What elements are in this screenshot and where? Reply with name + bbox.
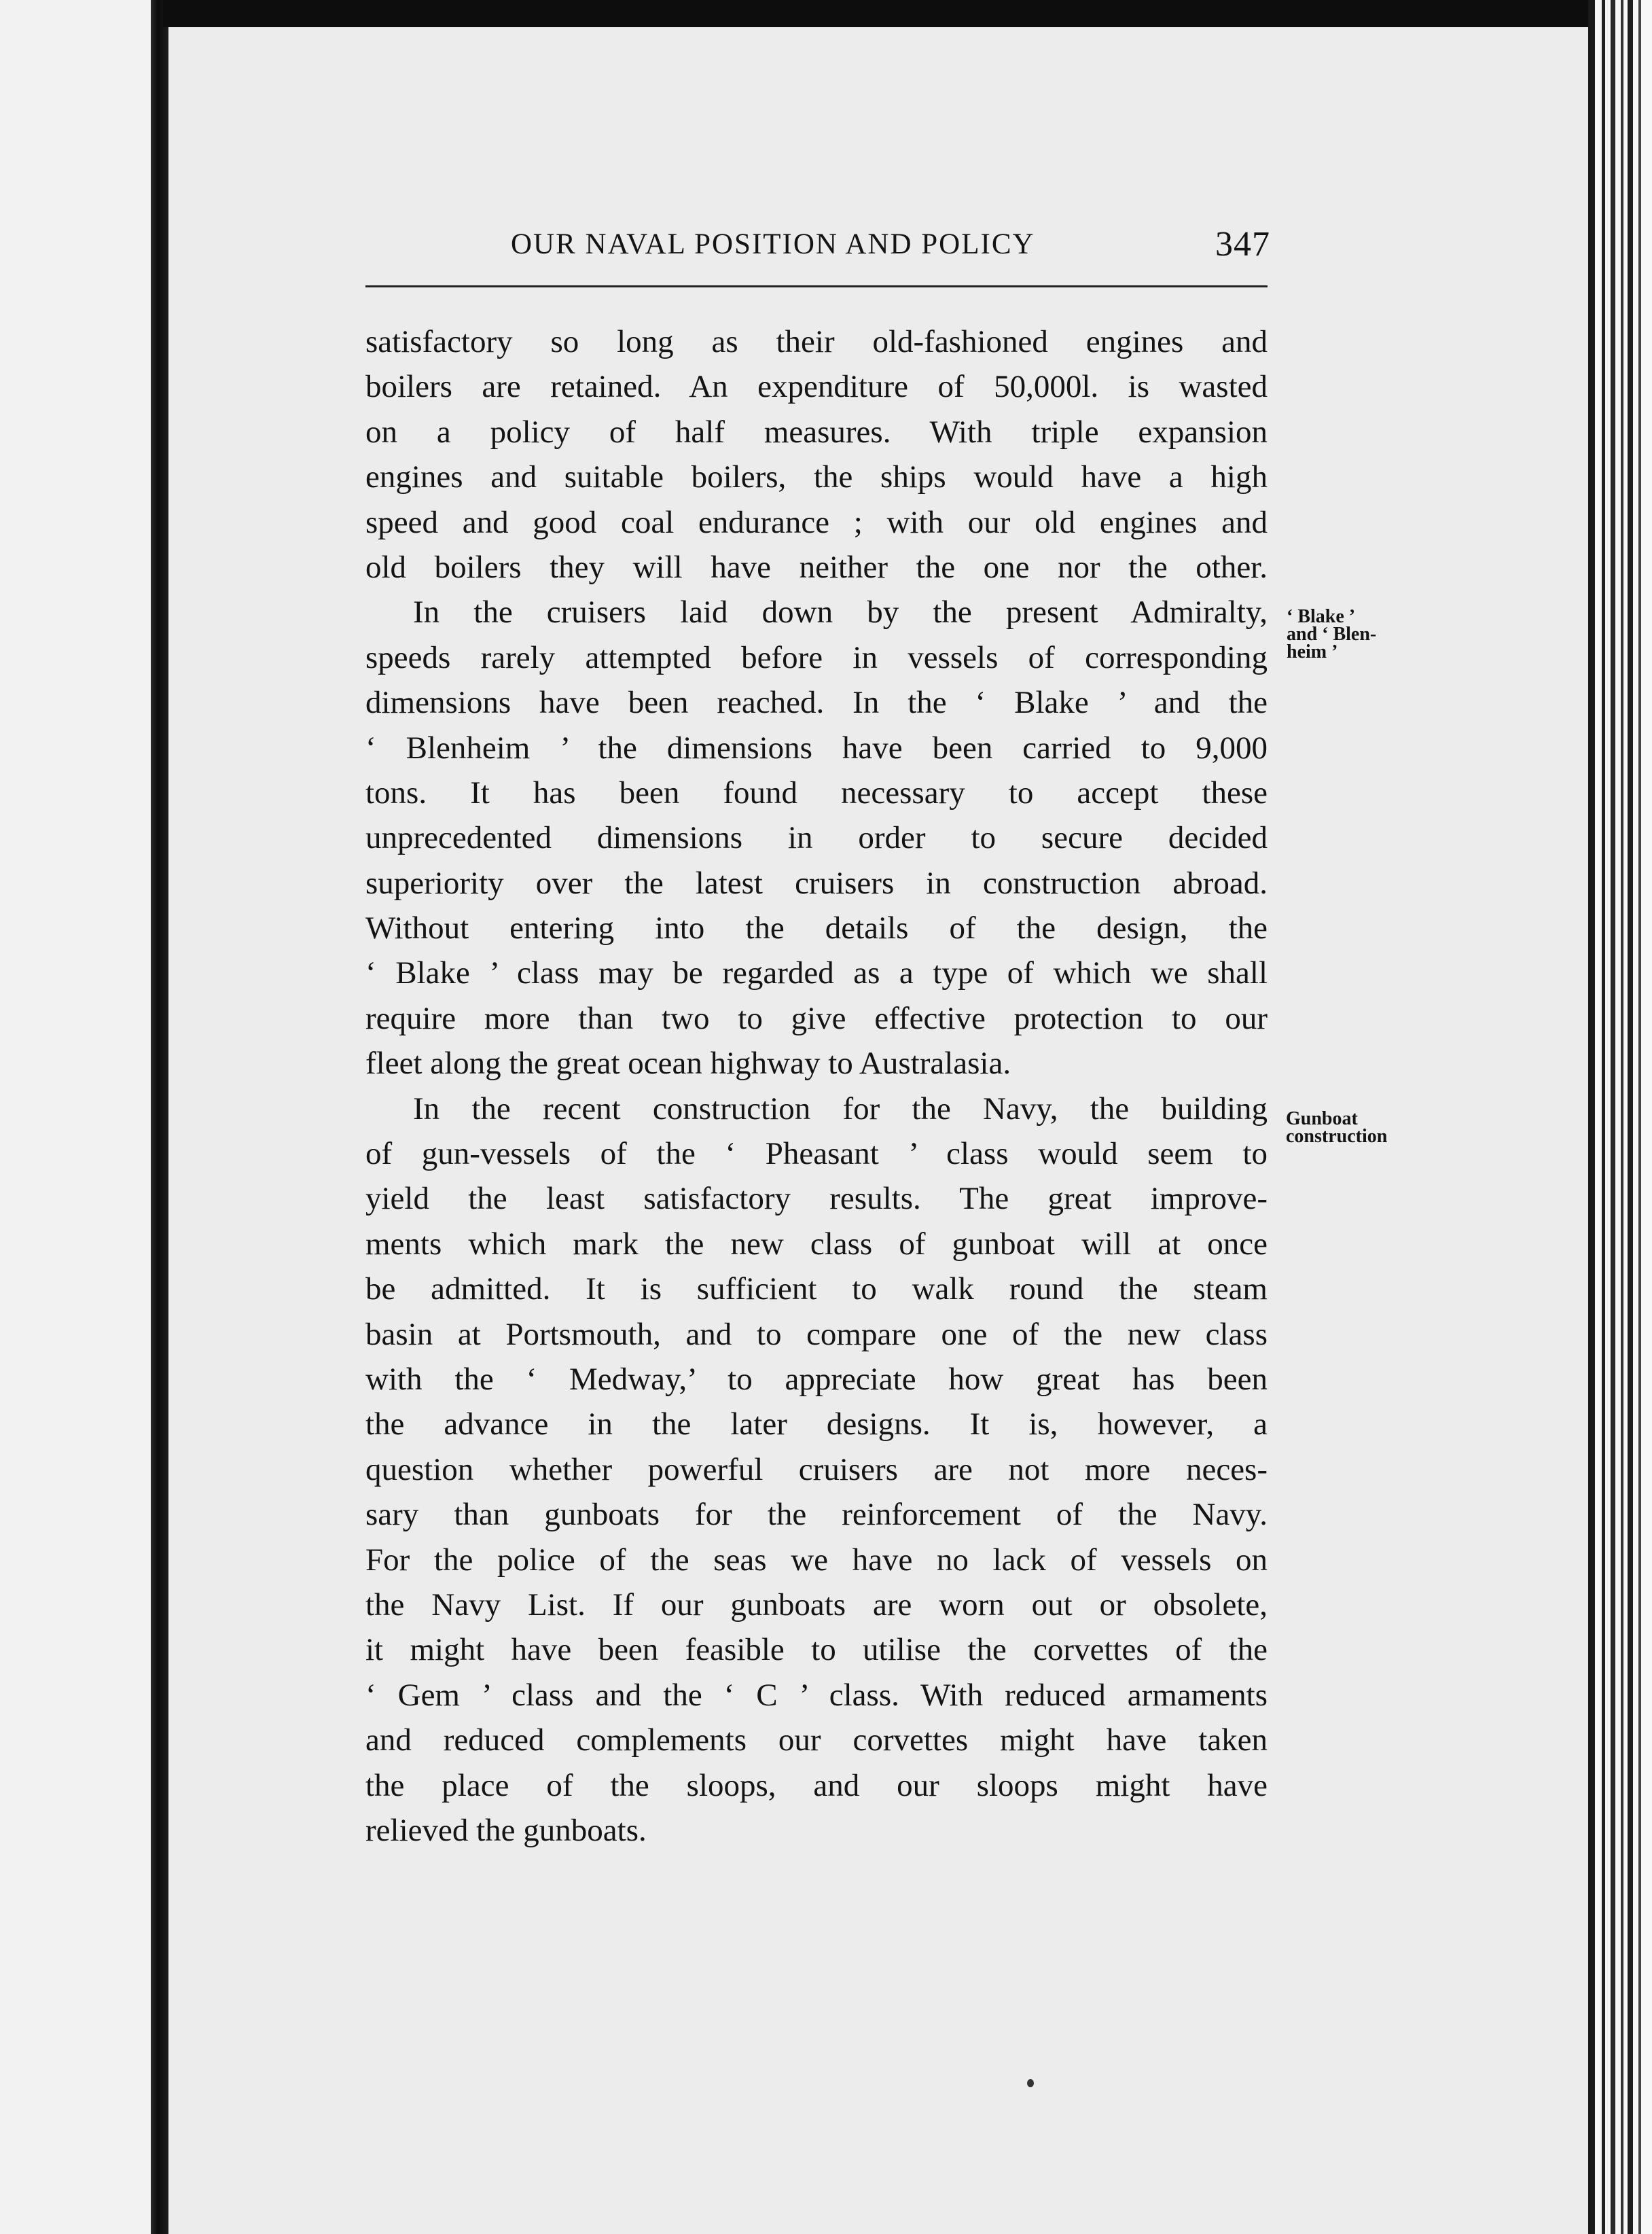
text-line: yield the least satisfactory results. The great improve- bbox=[365, 1181, 1268, 1217]
sidenote-gunboat-construction bbox=[1286, 1110, 1387, 1146]
text-line: superiority over the latest cruisers in construction abroad. bbox=[365, 865, 1268, 901]
text-line: In the cruisers laid down by the present Admiralty, bbox=[413, 595, 1268, 631]
binding-shadow bbox=[151, 0, 168, 2234]
scan-top-border bbox=[163, 0, 1604, 27]
text-line: ‘ Gem ’ class and the ‘ C ’ class. With reduced armaments bbox=[365, 1677, 1268, 1713]
text-line: with the ‘ Medway,’ to appreciate how great has been bbox=[365, 1361, 1268, 1397]
text-line: question whether powerful cruisers are not more neces- bbox=[365, 1451, 1268, 1487]
text-line: relieved the gunboats. bbox=[365, 1812, 647, 1848]
text-line: tons. It has been found necessary to accept these bbox=[365, 775, 1268, 811]
sidenote-line: ‘ Blake ’ bbox=[1287, 606, 1356, 627]
sidenote-line: Gunboat bbox=[1286, 1108, 1358, 1129]
ink-speck bbox=[1027, 2079, 1034, 2087]
text-line: the advance in the later designs. It is, however, a bbox=[365, 1406, 1268, 1442]
text-line: and reduced complements our corvettes might have taken bbox=[365, 1722, 1268, 1758]
text-line: of gun-vessels of the ‘ Pheasant ’ class would seem to bbox=[365, 1136, 1268, 1172]
running-title: OUR NAVAL POSITION AND POLICY bbox=[511, 228, 1035, 260]
facing-page-edge bbox=[0, 0, 170, 2234]
text-line: ‘ Blake ’ class may be regarded as a type of which we shall bbox=[365, 955, 1268, 991]
text-line: speed and good coal endurance ; with our old engines and bbox=[365, 504, 1268, 540]
text-line: In the recent construction for the Navy, the building bbox=[413, 1091, 1268, 1127]
sidenote-line: heim ’ bbox=[1287, 641, 1338, 662]
text-line: satisfactory so long as their old-fashioned engines and bbox=[365, 324, 1268, 359]
body-text bbox=[365, 319, 1268, 1853]
text-line: unprecedented dimensions in order to secure decided bbox=[365, 820, 1268, 856]
page-edge-stripes bbox=[1588, 0, 1652, 2234]
header-rule bbox=[365, 285, 1268, 287]
text-line: be admitted. It is sufficient to walk round the steam bbox=[365, 1271, 1268, 1307]
text-line: fleet along the great ocean highway to Australasia. bbox=[365, 1046, 1011, 1082]
sidenote-blake-blenheim bbox=[1287, 608, 1376, 661]
text-line: basin at Portsmouth, and to compare one of the new class bbox=[365, 1316, 1268, 1352]
sidenote-line: and ‘ Blen- bbox=[1287, 624, 1377, 645]
text-line: Without entering into the details of the design, the bbox=[365, 910, 1268, 946]
text-line: ‘ Blenheim ’ the dimensions have been carried to 9,000 bbox=[365, 730, 1268, 766]
text-line: require more than two to give effective protection to our bbox=[365, 1000, 1268, 1036]
text-line: the place of the sloops, and our sloops might have bbox=[365, 1767, 1268, 1803]
text-line: boilers are retained. An expenditure of 50,000l. is wasted bbox=[365, 369, 1268, 405]
text-line: ments which mark the new class of gunboat will at once bbox=[365, 1226, 1268, 1262]
text-line: dimensions have been reached. In the ‘ Blake ’ and the bbox=[365, 685, 1268, 721]
text-line: it might have been feasible to utilise the corvettes of the bbox=[365, 1632, 1268, 1668]
text-line: sary than gunboats for the reinforcement of the Navy. bbox=[365, 1497, 1268, 1533]
page-number: 347 bbox=[1215, 225, 1270, 264]
text-line: the Navy List. If our gunboats are worn out or obsolete, bbox=[365, 1586, 1268, 1623]
running-head bbox=[503, 224, 1270, 265]
text-line: old boilers they will have neither the one nor the other. bbox=[365, 549, 1268, 585]
sidenote-line: construction bbox=[1286, 1126, 1388, 1147]
text-line: on a policy of half measures. With triple expansion bbox=[365, 414, 1268, 450]
text-line: speeds rarely attempted before in vessels of corresponding bbox=[365, 639, 1268, 675]
text-line: engines and suitable boilers, the ships would have a high bbox=[365, 459, 1268, 495]
text-line: For the police of the seas we have no lack of vessels on bbox=[365, 1542, 1268, 1578]
